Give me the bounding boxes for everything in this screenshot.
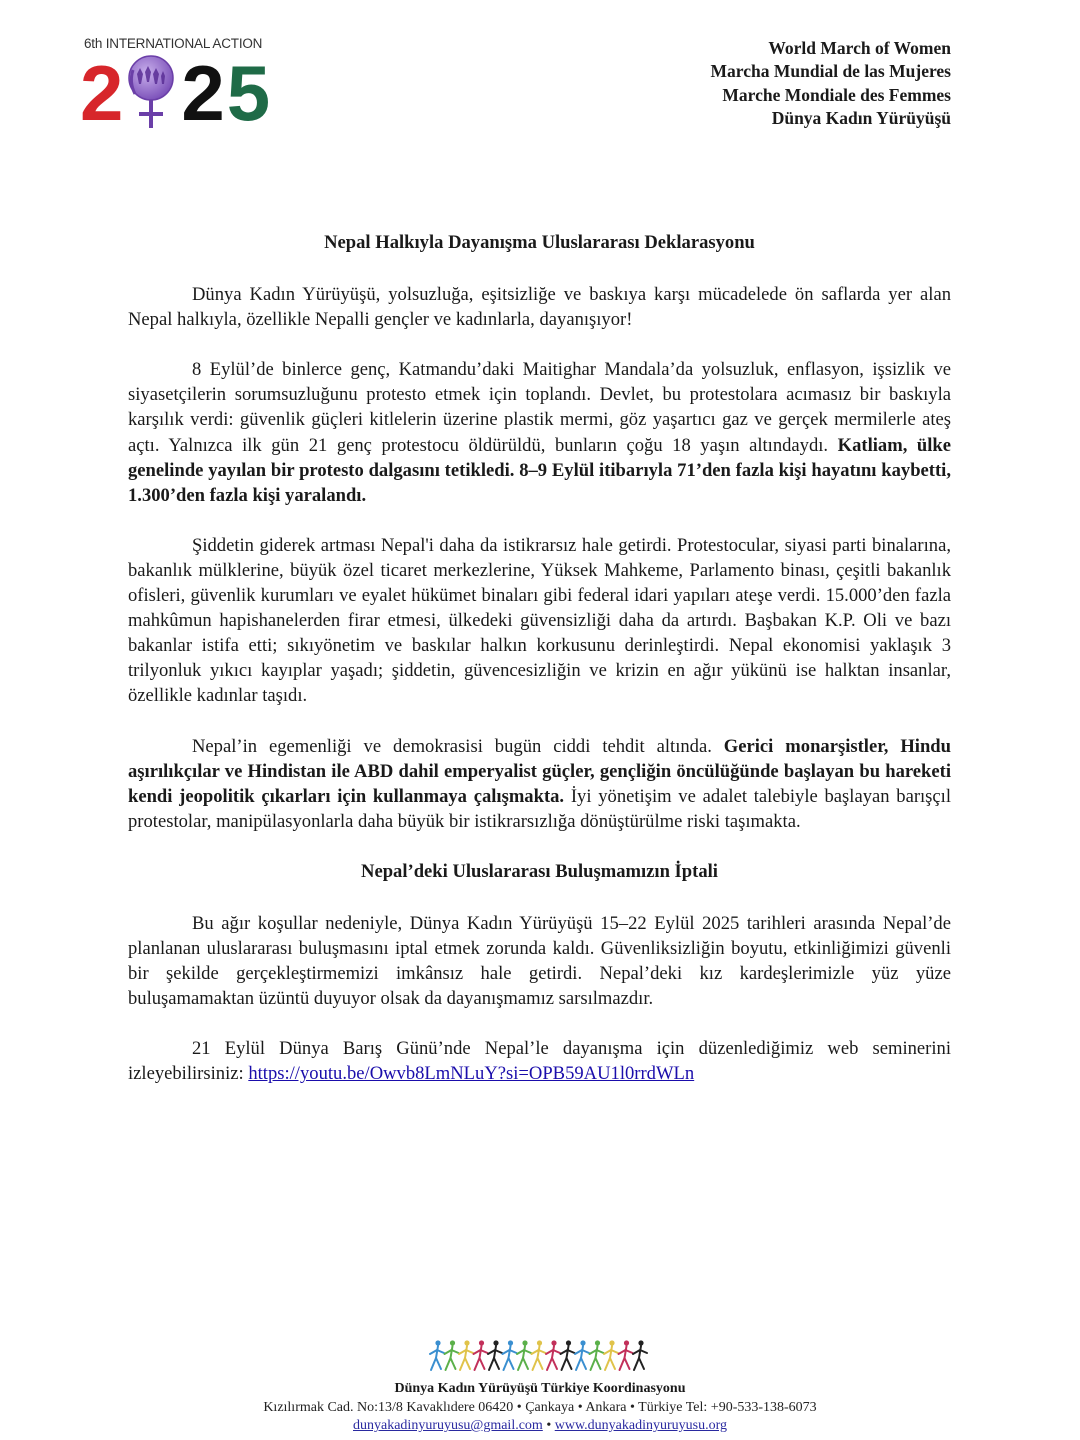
org-name-spanish: Marcha Mundial de las Mujeres — [710, 61, 951, 82]
footer-email-link[interactable]: dunyakadinyuruyusu@gmail.com — [353, 1418, 543, 1433]
org-name-turkish: Dünya Kadın Yürüyüşü — [771, 107, 951, 128]
walker-figure — [445, 1340, 459, 1370]
document-body — [128, 230, 951, 1087]
footer-address: Kızılırmak Cad. No:13/8 Kavaklıdere 06420 • Çankaya • Ankara • Türkiye Tel: +90-533-138-6073 — [263, 1400, 817, 1415]
paragraph-protests-emphasis: Katliam, ülke genelinde yayılan bir protesto dalgasını tetikledi. 8–9 Eylül itibarıyla 71’den fazla kişi hayatını kaybetti, 1.300’den fazla kişi yaralandı. — [128, 434, 952, 506]
marching-women-chain-icon — [428, 1338, 652, 1374]
document-title: Nepal Halkıyla Dayanışma Uluslararası Deklarasyonu — [324, 232, 755, 253]
paragraph-intro: Dünya Kadın Yürüyüşü, yolsuzluğa, eşitsizliğe ve baskıya karşı mücadelede ön saflarda yer alan Nepal halkıyla, özellikle Nepalli gençler ve kadınlarla, dayanışıyor! — [128, 284, 951, 331]
walker-figure — [561, 1340, 575, 1370]
paragraph-webinar-text: 21 Eylül Dünya Barış Günü’nde Nepal’le dayanışma için düzenlediğimiz web seminerini izleyebilirsiniz: — [128, 1038, 951, 1085]
paragraph-sovereignty-emphasis: Gerici monarşistler, Hindu aşırılıkçılar ve Hindistan ile ABD dahil emperyalist güçler, gençliğin öncülüğünde başlayan bu hareketi kendi jeopolitik çıkarları için kullanmaya çalışmakta. — [128, 735, 951, 807]
footer-organization: Dünya Kadın Yürüyüşü Türkiye Koordinasyonu — [394, 1381, 686, 1396]
paragraph-protests — [128, 357, 951, 508]
paragraph-protests-text: 8 Eylül’de binlerce genç, Katmandu’daki Maitighar Mandala’da yolsuzluk, enflasyon, işsizlik ve siyasetçilerin sorumsuzluğunu protesto etmek için toplandı. Devlet, bu protestolara acımasız bir baskıyla karşılık verdi: güvenlik güçleri kitlelerin üzerine plastik mermi, göz yaşartıcı gaz ve gerçek mermilerle ateş açtı. Yalnızca ilk gün 21 genç protestocu öldürüldü, bunların çoğu 18 yaşın altındaydı. — [128, 359, 951, 456]
footer-contact — [0, 1417, 1080, 1435]
paragraph-sovereignty-text-b: İyi yönetişim ve adalet talebiyle başlayan barışçıl protestolar, manipülasyonlarla daha büyük bir istikrarsızlığa dönüştürülme riski taşımakta. — [128, 785, 952, 832]
paragraph-violence: Şiddetin giderek artması Nepal'i daha da istikrarsız hale getirdi. Protestocular, siyasi parti binalarına, bakanlık mülklerine, büyük özel ticaret merkezlerine, Yüksek Mahkeme, Parlamento binası, çeşitli bakanlık ofisleri, güvenlik kurumları ve eyalet hükümet binaları gibi federal idari yapıları ateşe verdi. 15.000’den fazla mahkûmun hapishanelerden firar etmesi, ülkedeki güvensizliği daha da artırdı. Başbakan K.P. Oli ve bazı bakanlar istifa etti; sıkıyönetim ve baskılar halkın korkusunu derinleştirdi. Nepal ekonomisi yaklaşık 3 trilyonluk yıkıcı kayıplar yaşadı; şiddetin, güvencesizliğin ve krizin en ağır yükünü ise halktan insanlar, özellikle kadınlar taşıdı. — [128, 534, 951, 707]
paragraph-sovereignty — [128, 734, 951, 834]
walker-figure — [517, 1340, 531, 1370]
walker-figure — [430, 1340, 444, 1370]
walker-figure — [575, 1340, 589, 1370]
walker-figure — [619, 1340, 633, 1370]
organization-names — [711, 37, 951, 130]
org-name-english: World March of Women — [768, 38, 951, 58]
logo-caption: 6th INTERNATIONAL ACTION — [84, 36, 263, 51]
org-name-french: Marche Mondiale des Femmes — [722, 84, 951, 105]
footer — [0, 1338, 1080, 1435]
paragraph-cancellation: Bu ağır koşullar nedeniyle, Dünya Kadın Yürüyüşü 15–22 Eylül 2025 tarihleri arasında Nepal’de planlanan uluslararası buluşmasını iptal etmek zorunda kaldı. Güvenliksizliğin boyutu, etkinliğimizi güvenli bir şekilde gerçekleştirmemizi imkânsız hale getirdi. Nepal’deki kız kardeşlerimizle yüz yüze buluşamamaktan üzüntü duyuyor olsak da dayanışmamız sarsılmazdır. — [128, 912, 951, 1010]
logo-digit-2: 2 — [80, 49, 124, 137]
logo-digit-5: 5 — [226, 49, 271, 137]
footer-separator: • — [542, 1418, 555, 1433]
footer-website-link[interactable]: www.dunyakadinyuruyusu.org — [554, 1418, 727, 1433]
walker-figure — [532, 1340, 546, 1370]
walker-figure — [488, 1340, 502, 1370]
logo-digit-2-black: 2 — [181, 49, 225, 137]
venus-globe-icon — [121, 52, 177, 132]
walker-figure — [459, 1340, 473, 1370]
walker-figure — [474, 1340, 488, 1370]
walker-figure — [546, 1340, 560, 1370]
walker-figure — [503, 1340, 517, 1370]
paragraph-sovereignty-text-a: Nepal’in egemenliği ve demokrasisi bugün ciddi tehdit altında. — [192, 735, 724, 757]
walker-figure — [633, 1340, 647, 1370]
logo-year — [80, 49, 271, 137]
logo-6th-international-action-2025 — [80, 36, 290, 136]
webinar-link[interactable]: https://youtu.be/Owvb8LmNLuY?si=OPB59AU1l0rrdWLn — [248, 1063, 695, 1085]
walker-figure — [604, 1340, 618, 1370]
walker-figure — [590, 1340, 604, 1370]
paragraph-webinar — [128, 1036, 951, 1086]
section-subtitle: Nepal’deki Uluslararası Buluşmamızın İptali — [361, 860, 718, 882]
